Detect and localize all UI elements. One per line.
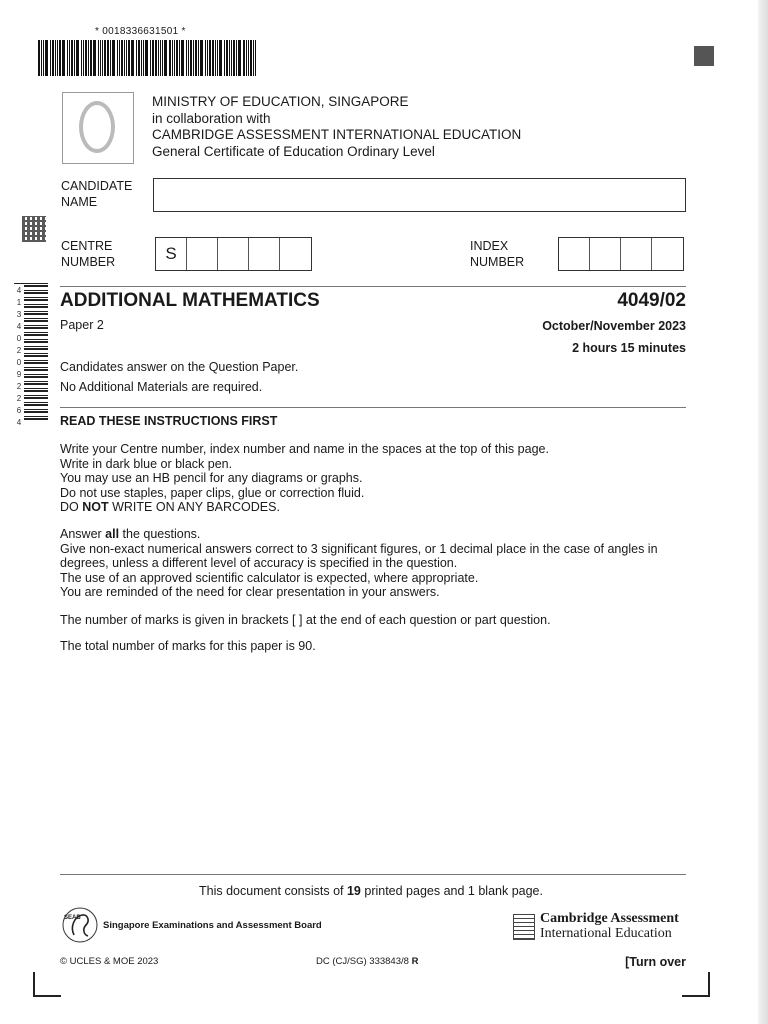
barcode-bar (38, 40, 40, 76)
barcode-bar (155, 40, 157, 76)
page-edge (758, 0, 768, 1024)
centre-prefix: S (156, 238, 187, 270)
centre-digit-cell[interactable] (280, 238, 311, 270)
barcode-bar (62, 40, 65, 76)
barcode-bar (117, 40, 118, 76)
barcode-bar (193, 40, 194, 76)
barcode-bar (52, 40, 54, 76)
barcode-bar (205, 40, 206, 76)
cambridge-shield-icon (513, 914, 535, 940)
barcode-bar (107, 40, 109, 76)
barcode-bar (76, 40, 79, 76)
index-digit-cell[interactable] (559, 238, 590, 270)
barcode-bar (253, 40, 254, 76)
barcode-bar (74, 40, 75, 76)
marks-note: The number of marks is given in brackets [ ] at the end of each question or part question. (60, 613, 551, 627)
centre-digit-cell[interactable] (218, 238, 249, 270)
turn-over: [Turn over (625, 955, 686, 969)
barcode-bar (67, 40, 68, 76)
issuer-header (152, 94, 521, 160)
barcode-bar (93, 40, 96, 76)
barcode-bar (229, 40, 230, 76)
barcode-bar (164, 40, 167, 76)
barcode-bar (158, 40, 159, 76)
barcode-bar (169, 40, 171, 76)
candidate-name-label: CANDIDATE NAME (61, 179, 133, 209)
barcode-bar (41, 40, 42, 76)
barcode-bar (231, 40, 232, 76)
barcode-bar (131, 40, 134, 76)
barcode-bar (174, 40, 175, 76)
cambridge-logo-text: Cambridge Assessment International Education (540, 911, 679, 941)
barcode-bar (250, 40, 252, 76)
barcode-bar (160, 40, 161, 76)
barcode-bar (124, 40, 125, 76)
centre-digit-cell[interactable] (249, 238, 280, 270)
barcode-bar (198, 40, 199, 76)
barcode-bar (141, 40, 142, 76)
instructions-heading: READ THESE INSTRUCTIONS FIRST (60, 414, 278, 428)
instruction-line-barcodes: DO NOT WRITE ON ANY BARCODES. (60, 500, 280, 515)
total-marks-note: The total number of marks for this paper is 90. (60, 639, 316, 653)
barcode-bar (195, 40, 197, 76)
barcode-bar (207, 40, 208, 76)
barcode-bar (248, 40, 249, 76)
barcode-bar (45, 40, 48, 76)
barcode-bar (246, 40, 247, 76)
barcode-bar (217, 40, 218, 76)
instructions-block-2 (60, 527, 690, 600)
barcode-bar (104, 40, 106, 76)
barcode-bar (100, 40, 101, 76)
barcode-bar (102, 40, 103, 76)
barcode-bar (238, 40, 241, 76)
barcode-bar (190, 40, 192, 76)
barcode-bar (138, 40, 140, 76)
index-number-label: INDEX NUMBER (470, 239, 525, 269)
top-barcode (38, 40, 310, 76)
index-digit-cell[interactable] (621, 238, 652, 270)
barcode-bar (50, 40, 51, 76)
instruction-line: You are reminded of the need for clear presentation in your answers. (60, 585, 440, 600)
centre-digit-cell[interactable] (187, 238, 218, 270)
barcode-bar (98, 40, 99, 76)
svg-text:SEAB: SEAB (64, 915, 81, 921)
barcode-bar (233, 40, 235, 76)
barcode-bar (81, 40, 82, 76)
barcode-bar (85, 40, 87, 76)
barcode-bar (112, 40, 115, 76)
page-count-note: This document consists of 19 printed pages and 1 blank page. (199, 884, 543, 898)
header-line-qualification: General Certificate of Education Ordinary Level (152, 143, 435, 159)
seab-name: Singapore Examinations and Assessment Board (103, 920, 322, 931)
instruction-line: You may use an HB pencil for any diagrams or graphs. (60, 471, 363, 486)
barcode-bar (59, 40, 61, 76)
reference-code: DC (CJ/SG) 333843/8 R (316, 956, 419, 967)
barcode-bar (150, 40, 151, 76)
paper-number: Paper 2 (60, 318, 104, 332)
instruction-line: Write your Centre number, index number and name in the spaces at the top of this page. (60, 442, 549, 456)
o-level-logo (62, 92, 134, 164)
barcode-bar (224, 40, 225, 76)
barcode-bar (152, 40, 154, 76)
divider (60, 286, 686, 287)
index-number-field[interactable] (558, 237, 684, 271)
instruction-line: degrees, unless a different level of accuracy is specified in the question. (60, 556, 458, 571)
centre-number-field[interactable] (155, 237, 312, 271)
barcode-bar (179, 40, 180, 76)
answer-note: Candidates answer on the Question Paper. (60, 360, 299, 374)
barcode-bar (83, 40, 84, 76)
copyright: © UCLES & MOE 2023 (60, 956, 159, 967)
barcode-bar (55, 40, 56, 76)
syllabus-code: 4049/02 (617, 290, 686, 311)
centre-number-label: CENTRE NUMBER (61, 239, 116, 269)
crop-mark (708, 972, 710, 996)
index-digit-cell[interactable] (652, 238, 683, 270)
instructions-block-1 (60, 442, 690, 515)
barcode-bar (136, 40, 137, 76)
barcode-bar (90, 40, 92, 76)
barcode-bar (176, 40, 178, 76)
header-line-cambridge: CAMBRIDGE ASSESSMENT INTERNATIONAL EDUCATION (152, 127, 522, 142)
barcode-bar (128, 40, 130, 76)
barcode-bar (186, 40, 187, 76)
header-line-collab: in collaboration with (152, 110, 271, 126)
barcode-bar (71, 40, 73, 76)
exam-duration: 2 hours 15 minutes (572, 341, 686, 355)
barcode-bar (69, 40, 70, 76)
barcode-bar (200, 40, 203, 76)
instruction-line-answer: Answer all the questions. (60, 527, 201, 541)
side-barcode-digits: 4 1 3 4 0 2 0 9 2 2 6 4 (14, 285, 24, 429)
barcode-bar (110, 40, 111, 76)
crop-mark (33, 972, 35, 996)
subject-title: ADDITIONAL MATHEMATICS (60, 290, 320, 311)
barcode-bar (119, 40, 120, 76)
barcode-bar (209, 40, 211, 76)
barcode-bar (172, 40, 173, 76)
crop-mark (33, 995, 61, 997)
barcode-bar (188, 40, 189, 76)
barcode-bar (143, 40, 144, 76)
instruction-line: Write in dark blue or black pen. (60, 456, 233, 471)
barcode-bar (255, 40, 256, 76)
qr-code (22, 216, 46, 242)
barcode-bar (145, 40, 148, 76)
header-line-ministry: MINISTRY OF EDUCATION, SINGAPORE (152, 94, 409, 109)
barcode-bar (243, 40, 245, 76)
divider (60, 874, 686, 875)
barcode-bar (226, 40, 228, 76)
barcode-number: * 0018336631501 * (95, 26, 186, 37)
barcode-bar (57, 40, 58, 76)
barcode-bar (219, 40, 222, 76)
instruction-line: Give non-exact numerical answers correct to 3 significant figures, or 1 decimal place in the case of angles in (60, 541, 658, 556)
barcode-bar (43, 40, 44, 76)
registration-mark (694, 46, 714, 66)
crop-mark (682, 995, 710, 997)
barcode-bar (88, 40, 89, 76)
candidate-name-field[interactable] (153, 178, 686, 212)
barcode-bar (236, 40, 237, 76)
barcode-bar (212, 40, 214, 76)
index-digit-cell[interactable] (590, 238, 621, 270)
barcode-bar (162, 40, 163, 76)
barcode-bar (126, 40, 127, 76)
barcode-bar (181, 40, 184, 76)
instruction-line: Do not use staples, paper clips, glue or correction fluid. (60, 485, 365, 500)
divider (60, 407, 686, 408)
barcode-bar (121, 40, 123, 76)
seab-logo (60, 905, 100, 945)
materials-note: No Additional Materials are required. (60, 380, 263, 394)
instruction-line: The use of an approved scientific calculator is expected, where appropriate. (60, 570, 479, 585)
barcode-bar (215, 40, 216, 76)
exam-session: October/November 2023 (542, 319, 686, 333)
